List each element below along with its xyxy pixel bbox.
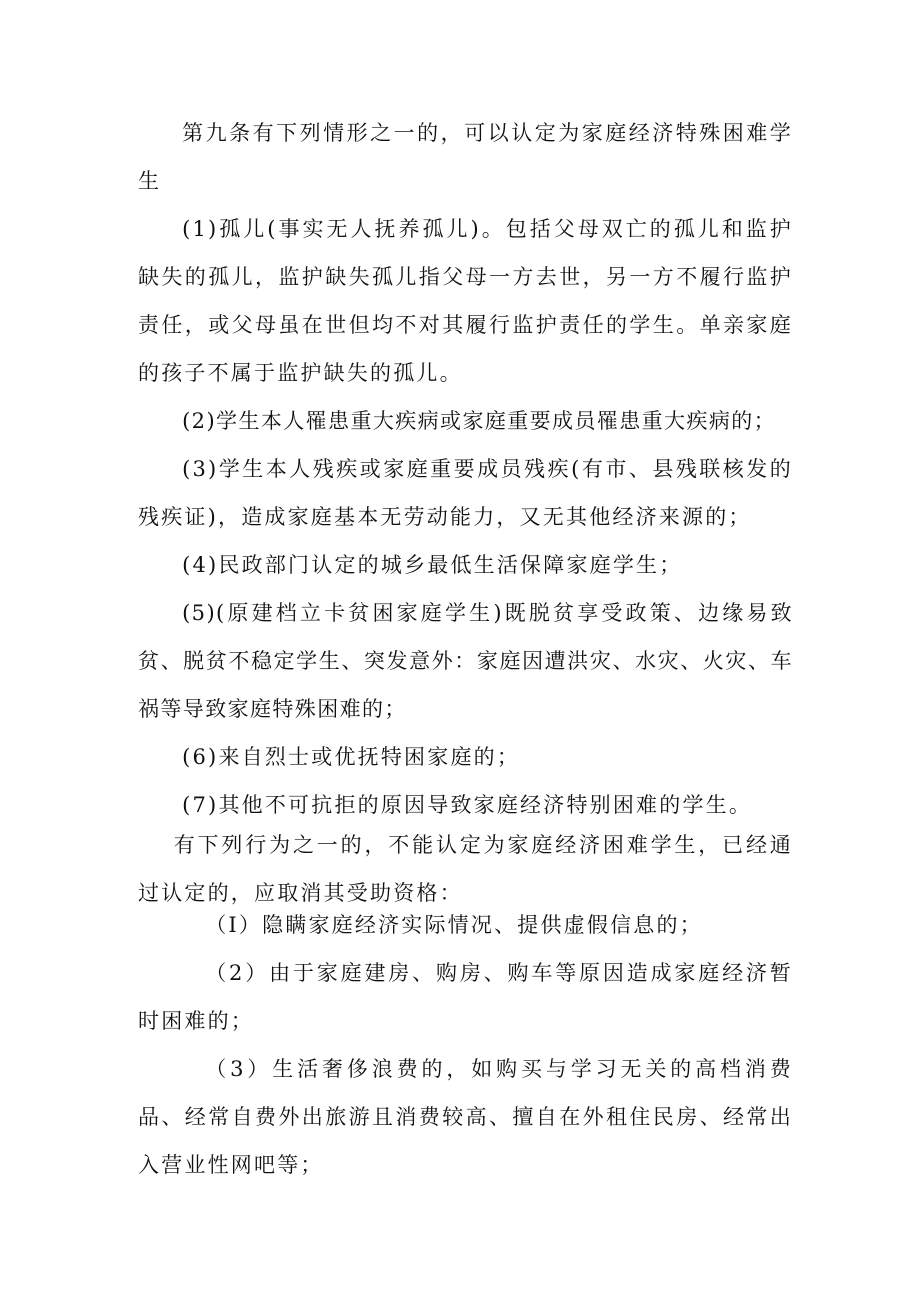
item-5-poverty-alleviation: (5)(原建档立卡贫困家庭学生)既脱贫享受政策、边缘易致贫、脱贫不稳定学生、突发意外：家庭因遭洪灾、水灾、火灾、车祸等导致家庭特殊困难的；	[138, 601, 793, 721]
disqualification-intro: 有下列行为之一的，不能认定为家庭经济困难学生，已经通过认定的，应取消其受助资格：	[138, 833, 793, 905]
disqualify-item-2: （2）由于家庭建房、购房、购车等原因造成家庭经济暂时困难的；	[138, 961, 793, 1033]
item-6-martyr-family: (6)来自烈士或优抚特困家庭的；	[182, 745, 521, 769]
item-2-serious-illness: (2)学生本人罹患重大疾病或家庭重要成员罹患重大疾病的；	[182, 409, 777, 433]
item-1-orphans: (1)孤儿(事实无人抚养孤儿)。包括父母双亡的孤儿和监护缺失的孤儿，监护缺失孤儿指父母一方去世，另一方不履行监护责任，或父母虽在世但均不对其履行监护责任的学生。单亲家庭的孩子不属于监护缺失的孤儿。	[138, 217, 793, 385]
article-nine-heading: 第九条有下列情形之一的，可以认定为家庭经济特殊困难学生	[138, 121, 793, 193]
disqualify-item-1: （I）隐瞒家庭经济实际情况、提供虚假信息的；	[205, 913, 703, 937]
item-4-minimum-living: (4)民政部门认定的城乡最低生活保障家庭学生；	[182, 553, 683, 577]
item-3-disability: (3)学生本人残疾或家庭重要成员残疾(有市、县残联核发的残疾证)，造成家庭基本无劳动能力，又无其他经济来源的；	[138, 457, 793, 529]
item-7-other-causes: (7)其他不可抗拒的原因导致家庭经济特别困难的学生。	[182, 793, 753, 817]
disqualify-item-3: （3）生活奢侈浪费的，如购买与学习无关的高档消费品、经常自费外出旅游且消费较高、擅自在外租住民房、经常出入营业性网吧等；	[138, 1057, 793, 1177]
